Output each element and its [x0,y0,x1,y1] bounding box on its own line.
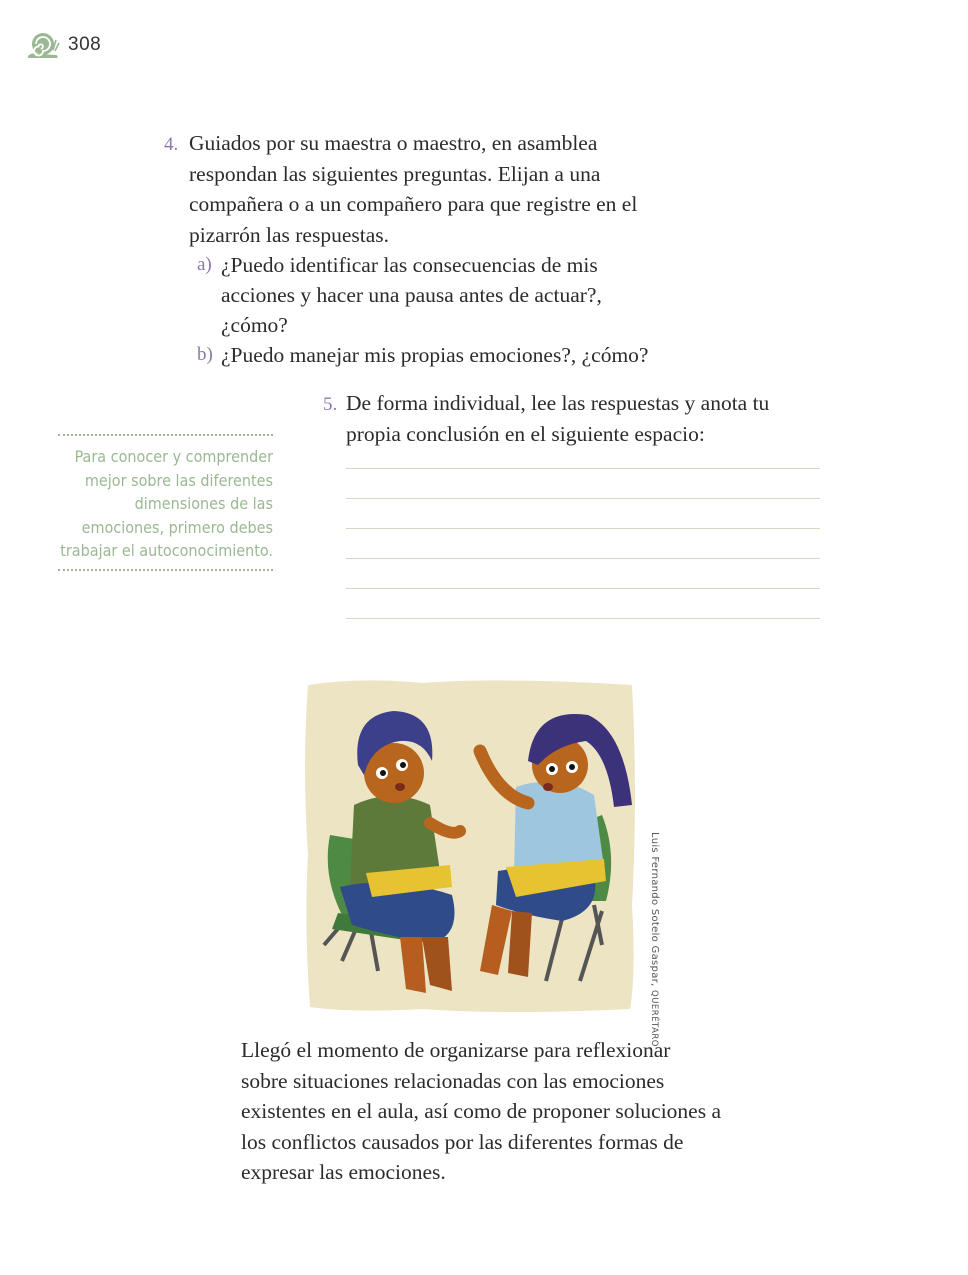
snail-icon [26,30,60,60]
question-b-text: ¿Puedo manejar mis propias emociones?, ¿cómo? [221,343,649,367]
credit-place: QUERÉTARO [649,990,659,1048]
question-a-letter: a) [197,254,212,275]
page-number: 308 [68,34,102,55]
closing-paragraph: Llegó el momento de organizarse para reflexionar sobre situaciones relacionadas con las emociones existentes en el aula, así como de proponer soluciones a los conflictos causados por las diferentes formas de expresar las emociones. [241,1038,722,1184]
answer-line[interactable] [346,529,820,559]
answer-line[interactable] [346,559,820,589]
sidenote-box [58,434,273,571]
credit-name: Luis Fernando Sotelo Gaspar, [649,832,660,987]
answer-writing-area[interactable] [346,468,820,619]
answer-line[interactable] [346,589,820,619]
children-talking-illustration [302,675,638,1015]
question-b-letter: b) [197,344,213,365]
answer-line[interactable] [346,499,820,529]
page-header [26,28,101,62]
sidenote-text: Para conocer y comprender mejor sobre las diferentes dimensiones de las emociones, primero debes trabajar el autoconocimiento. [60,447,273,560]
question-b [197,340,677,370]
activity-4-number: 4. [164,134,179,155]
illustration-credit [646,832,660,1048]
answer-line[interactable] [346,469,820,499]
activity-5-text: De forma individual, lee las respuestas y anota tu propia conclusión en el siguiente espacio: [346,391,770,446]
question-a-text: ¿Puedo identificar las consecuencias de mis acciones y hacer una pausa antes de actuar?, ¿cómo? [221,253,602,337]
activity-5-number: 5. [323,394,338,415]
question-a [197,250,637,340]
activity-4-text: Guiados por su maestra o maestro, en asamblea respondan las siguientes preguntas. Elijan a una compañera o a un compañero para que registre en el pizarrón las respuestas. [189,131,638,247]
